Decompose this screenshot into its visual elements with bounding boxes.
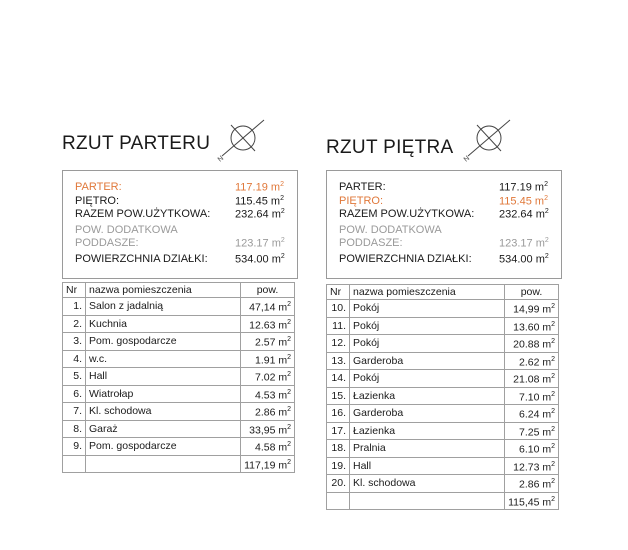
summary-value: 534.00 $m^2$ — [499, 253, 549, 266]
compass-north-label: N — [462, 154, 472, 164]
room-area: 6.10 $m^2$ — [505, 440, 559, 458]
summary-value: 232.64 $m^2$ — [499, 208, 549, 221]
room-number: 18. — [327, 440, 350, 458]
summary-value: 115.45 $m^2$ — [235, 195, 284, 208]
room-name: Pokój — [350, 370, 505, 388]
room-number: 8. — [63, 420, 86, 438]
room-area: 20.88 $m^2$ — [505, 335, 559, 353]
table-row — [327, 387, 559, 405]
area-summary-box — [62, 170, 298, 279]
room-number: 15. — [327, 387, 350, 405]
table-row — [63, 438, 295, 456]
room-area: 12.73 $m^2$ — [505, 457, 559, 475]
table-row — [327, 352, 559, 370]
room-name: Hall — [86, 368, 241, 386]
room-name: Pom. gospodarcze — [86, 333, 241, 351]
compass-icon — [460, 118, 516, 164]
room-number: 9. — [63, 438, 86, 456]
summary-value: 117.19 $m^2$ — [235, 181, 284, 194]
room-area: 21.08 $m^2$ — [505, 370, 559, 388]
table-row — [63, 315, 295, 333]
room-number: 1. — [63, 298, 86, 316]
room-name: w.c. — [86, 350, 241, 368]
table-row — [63, 298, 295, 316]
room-number: 19. — [327, 457, 350, 475]
room-name: Łazienka — [350, 387, 505, 405]
room-name: Pokój — [350, 317, 505, 335]
summary-label: POW. DODATKOWA — [339, 224, 442, 236]
room-name: Pokój — [350, 300, 505, 318]
summary-value: 117.19 $m^2$ — [499, 181, 548, 194]
room-number: 2. — [63, 315, 86, 333]
room-name: Wiatrołap — [86, 385, 241, 403]
room-name: Hall — [350, 457, 505, 475]
total-empty — [350, 492, 505, 510]
header-name: nazwa pomieszczenia — [350, 285, 505, 300]
room-name: Łazienka — [350, 422, 505, 440]
room-number: 4. — [63, 350, 86, 368]
room-name: Garderoba — [350, 405, 505, 423]
table-row — [327, 457, 559, 475]
table-header-row — [327, 285, 559, 300]
table-row — [327, 317, 559, 335]
page-title: RZUT PARTERU — [62, 133, 211, 154]
room-name: Pom. gospodarcze — [86, 438, 241, 456]
room-name: Kl. schodowa — [86, 403, 241, 421]
page-title: RZUT PIĘTRA — [326, 137, 454, 158]
summary-label: PIĘTRO: — [339, 195, 384, 207]
compass-north-label: N — [216, 154, 226, 164]
total-empty — [327, 492, 350, 510]
room-number: 3. — [63, 333, 86, 351]
table-total-row — [63, 455, 295, 473]
table-total-row — [327, 492, 559, 510]
table-row — [327, 335, 559, 353]
table-row — [327, 405, 559, 423]
table-row — [63, 368, 295, 386]
room-area: 4.53 $m^2$ — [241, 385, 295, 403]
room-area: 2.86 $m^2$ — [505, 475, 559, 493]
table-row — [327, 475, 559, 493]
room-name: Salon z jadalnią — [86, 298, 241, 316]
room-number: 7. — [63, 403, 86, 421]
room-number: 16. — [327, 405, 350, 423]
room-name: Pokój — [350, 335, 505, 353]
header-nr: Nr — [327, 285, 350, 300]
room-area: 7.02 $m^2$ — [241, 368, 295, 386]
summary-value: 534.00 $m^2$ — [235, 253, 285, 266]
room-area: 2.57 $m^2$ — [241, 333, 295, 351]
total-empty — [86, 455, 241, 473]
table-row — [63, 350, 295, 368]
rooms-table — [62, 282, 295, 473]
room-name: Garderoba — [350, 352, 505, 370]
area-summary-box — [326, 170, 562, 279]
room-number: 5. — [63, 368, 86, 386]
summary-label: POWIERZCHNIA DZIAŁKI: — [339, 253, 472, 265]
header-area: pow. — [241, 283, 295, 298]
room-number: 10. — [327, 300, 350, 318]
table-row — [63, 385, 295, 403]
room-area: 6.24 $m^2$ — [505, 405, 559, 423]
table-row — [327, 440, 559, 458]
header-name: nazwa pomieszczenia — [86, 283, 241, 298]
room-area: 47,14 $m^2$ — [241, 298, 295, 316]
room-number: 11. — [327, 317, 350, 335]
summary-label: POW. DODATKOWA — [75, 224, 178, 236]
total-empty — [63, 455, 86, 473]
header-area: pow. — [505, 285, 559, 300]
compass-icon — [214, 118, 270, 164]
room-number: 20. — [327, 475, 350, 493]
room-area: 2.62 $m^2$ — [505, 352, 559, 370]
summary-label: POWIERZCHNIA DZIAŁKI: — [75, 253, 208, 265]
room-number: 13. — [327, 352, 350, 370]
table-row — [63, 403, 295, 421]
room-area: 33,95 $m^2$ — [241, 420, 295, 438]
room-area: 12.63 $m^2$ — [241, 315, 295, 333]
room-number: 17. — [327, 422, 350, 440]
room-name: Kl. schodowa — [350, 475, 505, 493]
table-row — [327, 422, 559, 440]
room-area: 7.10 $m^2$ — [505, 387, 559, 405]
summary-label: RAZEM POW.UŻYTKOWA: — [75, 208, 211, 220]
summary-label: RAZEM POW.UŻYTKOWA: — [339, 208, 475, 220]
room-number: 6. — [63, 385, 86, 403]
room-name: Pralnia — [350, 440, 505, 458]
summary-label: PARTER: — [339, 181, 386, 193]
header-nr: Nr — [63, 283, 86, 298]
summary-label: PODDASZE: — [339, 237, 403, 249]
summary-value: 123.17 $m^2$ — [499, 237, 549, 250]
total-area: 115,45 $m^2$ — [505, 492, 559, 510]
summary-value: 123.17 $m^2$ — [235, 237, 285, 250]
table-row — [327, 370, 559, 388]
summary-label: PARTER: — [75, 181, 122, 193]
room-area: 2.86 $m^2$ — [241, 403, 295, 421]
table-header-row — [63, 283, 295, 298]
room-area: 13.60 $m^2$ — [505, 317, 559, 335]
table-row — [63, 333, 295, 351]
room-area: 7.25 $m^2$ — [505, 422, 559, 440]
rooms-table — [326, 284, 559, 510]
room-number: 14. — [327, 370, 350, 388]
room-name: Garaż — [86, 420, 241, 438]
summary-label: PIĘTRO: — [75, 195, 120, 207]
total-area: 117,19 $m^2$ — [241, 455, 295, 473]
room-area: 14,99 $m^2$ — [505, 300, 559, 318]
room-name: Kuchnia — [86, 315, 241, 333]
room-number: 12. — [327, 335, 350, 353]
summary-value: 232.64 $m^2$ — [235, 208, 285, 221]
summary-value: 115.45 $m^2$ — [499, 195, 548, 208]
room-area: 1.91 $m^2$ — [241, 350, 295, 368]
room-area: 4.58 $m^2$ — [241, 438, 295, 456]
table-row — [63, 420, 295, 438]
table-row — [327, 300, 559, 318]
summary-label: PODDASZE: — [75, 237, 139, 249]
